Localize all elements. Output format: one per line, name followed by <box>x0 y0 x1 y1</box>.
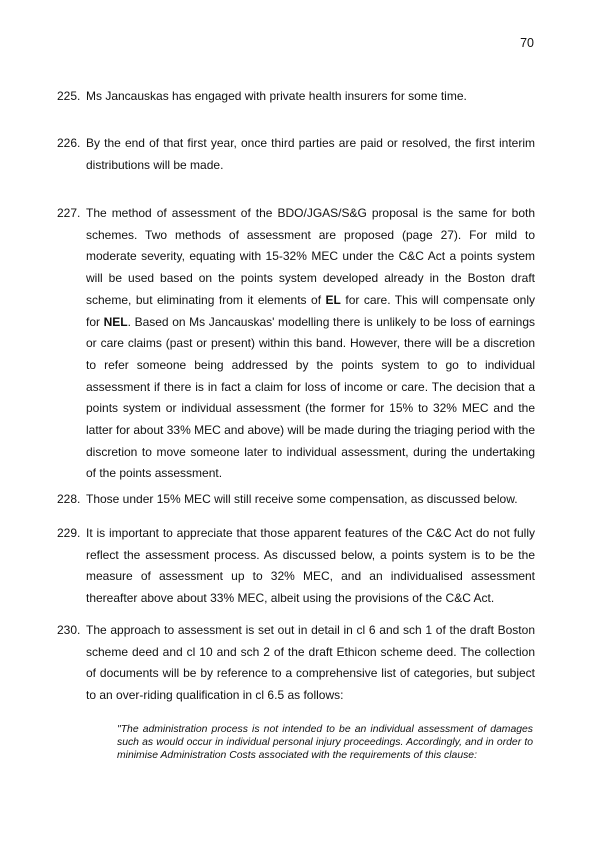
paragraph-225 <box>57 86 535 108</box>
paragraph-text: The approach to assessment is set out in detail in cl 6 and sch 1 of the draft Boston scheme deed and cl 10 and sch 2 of the draft Ethicon scheme deed. The collection of documents will be by reference to a comprehensive list of categories, but subject to an over-riding qualification in cl 6.5 as follows: <box>86 623 535 703</box>
paragraph-number: 226. <box>57 136 81 150</box>
page-number: 70 <box>520 36 534 50</box>
paragraph-text: Those under 15% MEC will still receive some compensation, as discussed below. <box>86 492 518 506</box>
paragraph-text: It is important to appreciate that those apparent features of the C&C Act do not fully reflect the assessment process. As discussed below, a points system is to be the measure of assessment up to 32% MEC, and an individualised assessment thereafter above about 33% MEC, albeit using the provisions of the C&C Act. <box>86 526 535 606</box>
paragraph-228 <box>57 489 535 511</box>
paragraph-number: 230. <box>57 623 81 637</box>
text-segment: for care. This will compensate only for <box>86 292 535 329</box>
block-quote: "The administration process is not intended to be an individual assessment of damages such as would occur in individual personal injury proceedings. Accordingly, and in order to minimise Administration Costs associated with the requirements of this clause: <box>117 724 533 762</box>
paragraph-226 <box>57 133 535 176</box>
paragraph-number: 229. <box>57 526 81 540</box>
paragraph-number: 228. <box>57 492 81 506</box>
paragraph-227 <box>57 203 535 485</box>
term-el: EL <box>325 292 341 307</box>
paragraph-text: By the end of that first year, once third parties are paid or resolved, the first interim distributions will be made. <box>86 136 535 172</box>
paragraph-229 <box>57 523 535 610</box>
paragraph-number: 227. <box>57 206 81 220</box>
text-segment: The method of assessment of the BDO/JGAS/S&G proposal is the same for both schemes. Two methods of assessment are proposed (page 27). For mild to moderate severity, equating with 15-32% MEC under the C&C Act a points system will be used based on the points system developed already in the Boston draft scheme, but eliminating from it elements of <box>86 206 535 307</box>
term-nel: NEL <box>103 314 128 329</box>
text-segment: . Based on Ms Jancauskas' modelling there is unlikely to be loss of earnings or care claims (past or present) within this band. However, there will be a discretion to refer someone being addressed by the points system to go to individual assessment if there is in fact a claim for loss of income or care. The decision that a points system or individual assessment (the former for 15% to 32% MEC and the latter for about 33% MEC and above) will be made during the triaging period with the discretion to move someone later to individual assessment, during the undertaking of the points assessment. <box>86 314 536 481</box>
paragraph-number: 225. <box>57 89 81 103</box>
paragraph-230 <box>57 620 535 707</box>
paragraph-text <box>86 203 535 485</box>
paragraph-text: Ms Jancauskas has engaged with private health insurers for some time. <box>86 89 467 103</box>
